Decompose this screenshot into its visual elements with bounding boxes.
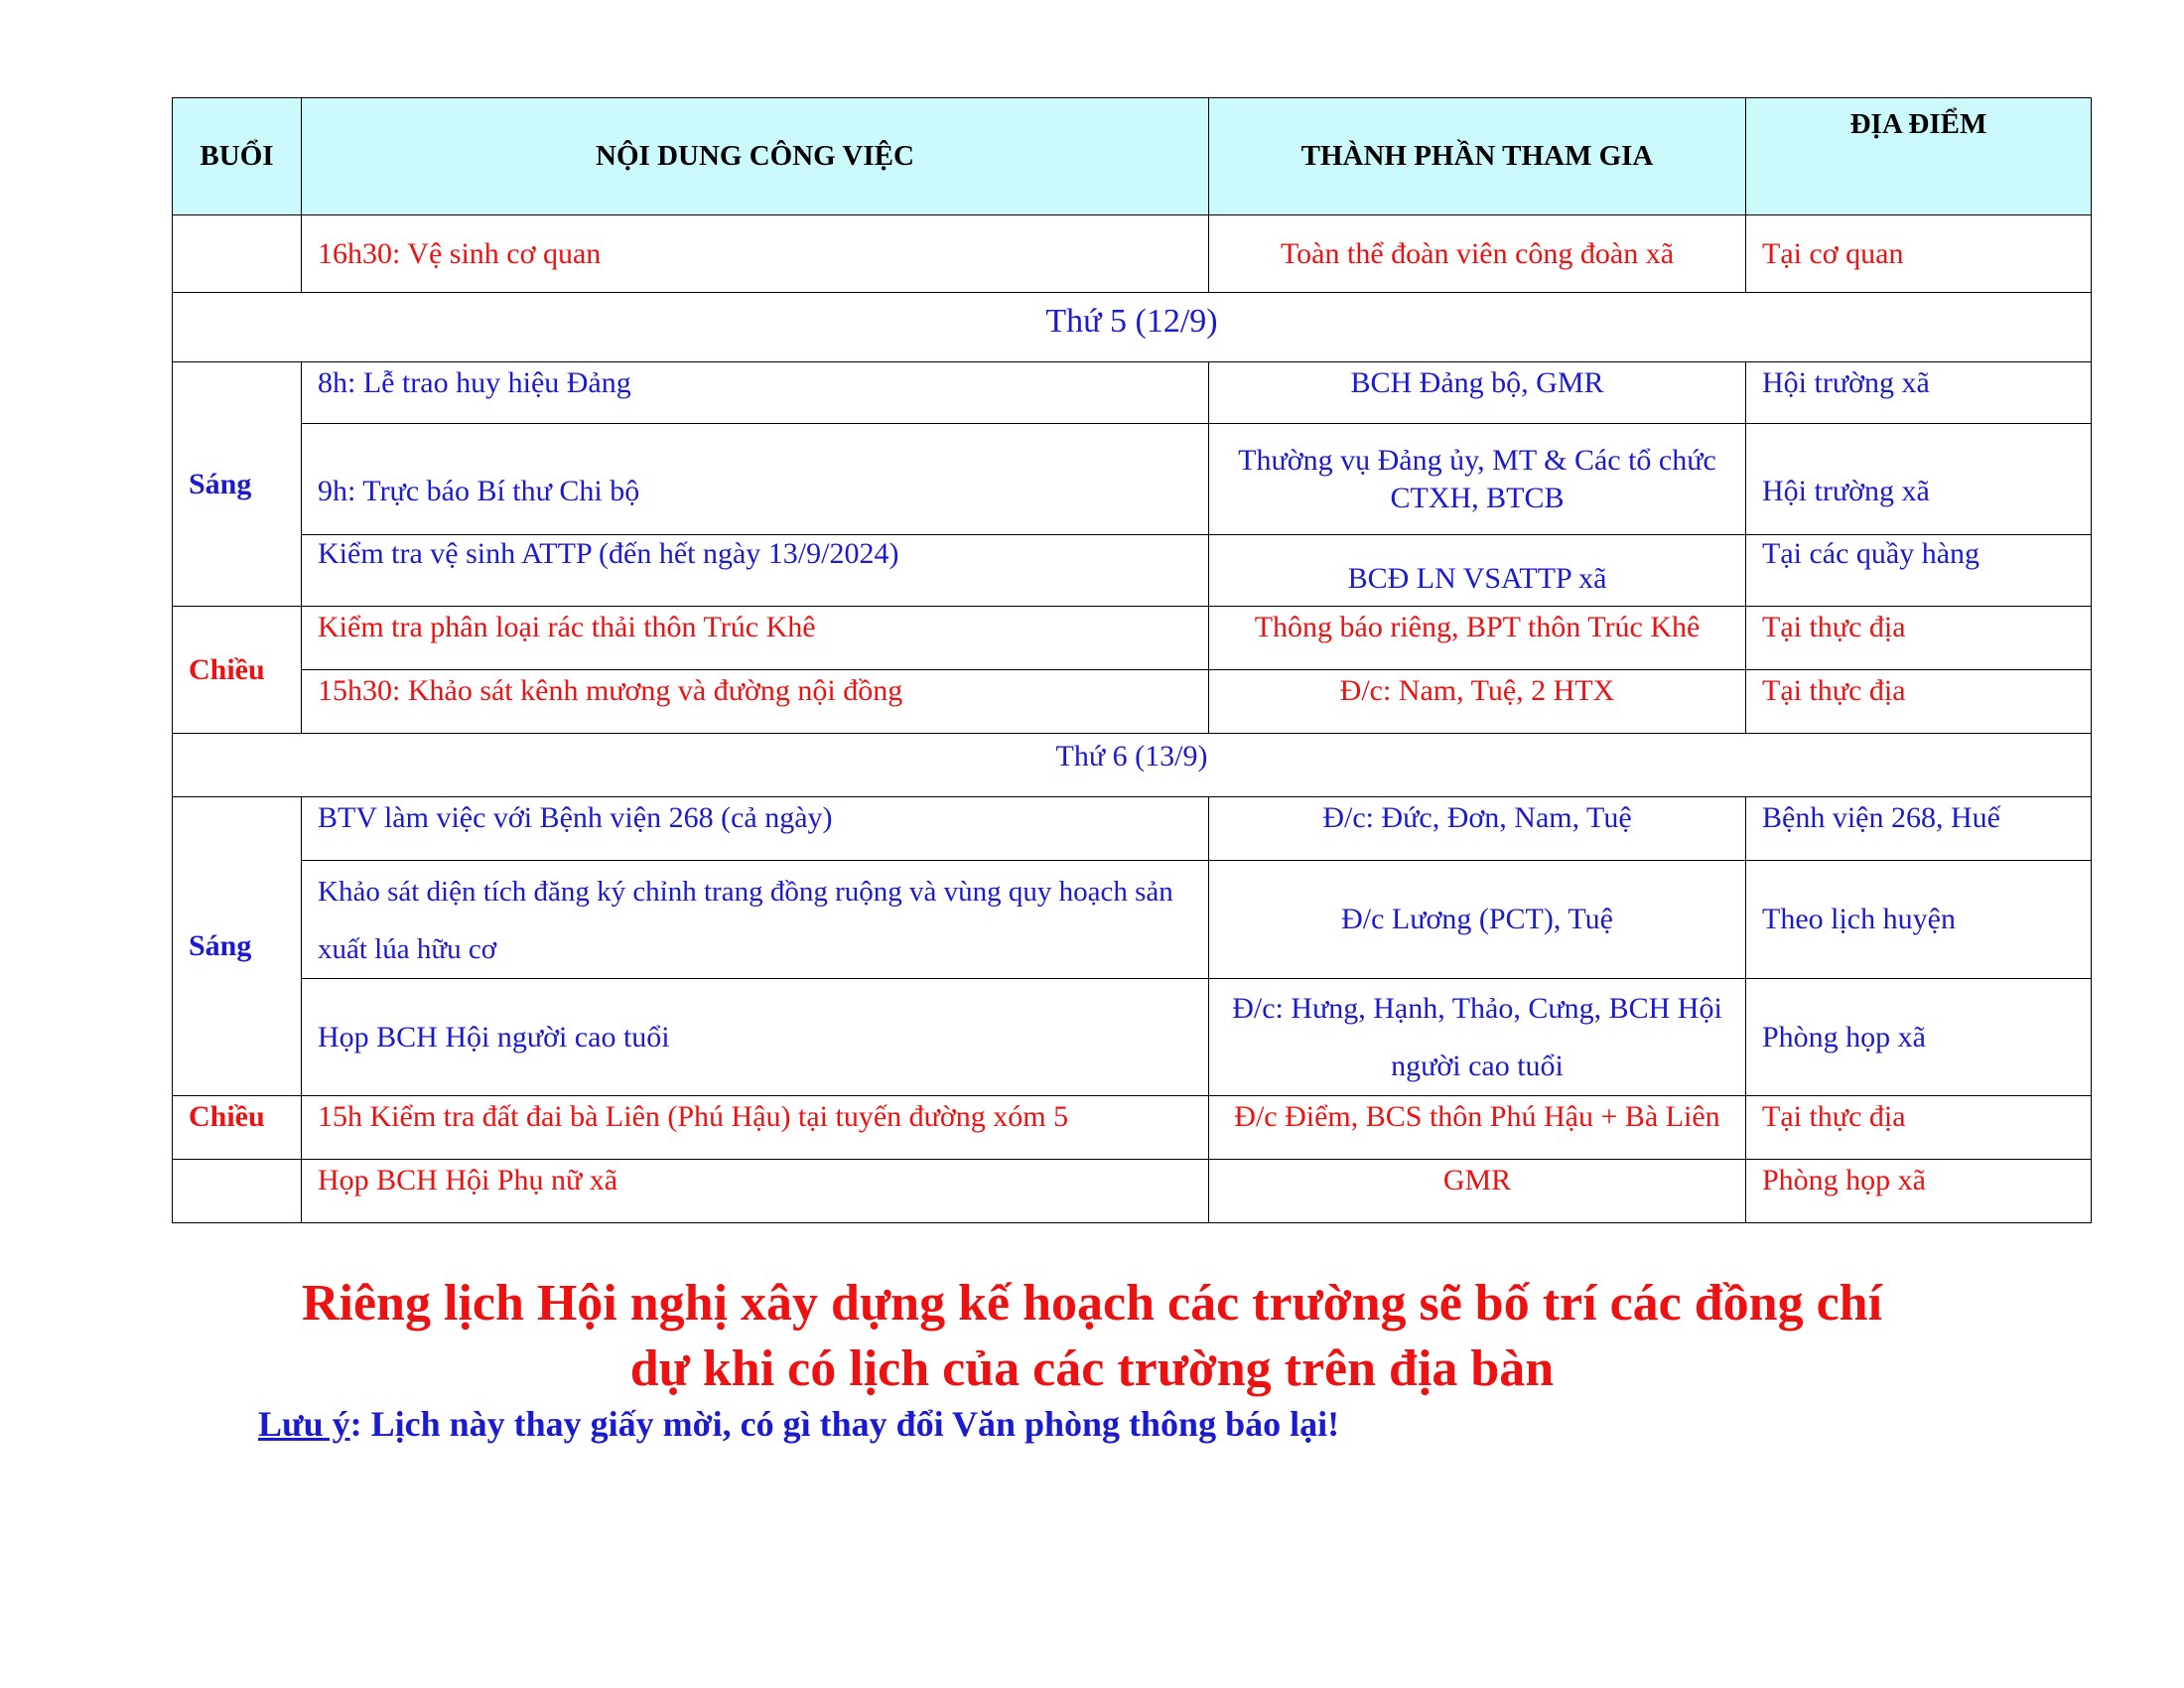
- content-cell: 15h Kiểm tra đất đai bà Liên (Phú Hậu) tại tuyến đường xóm 5: [302, 1096, 1209, 1160]
- content-cell: 9h: Trực báo Bí thư Chi bộ: [302, 424, 1209, 535]
- participants-cell: Thông báo riêng, BPT thôn Trúc Khê: [1209, 607, 1746, 670]
- location-cell: Tại cơ quan: [1746, 215, 2092, 293]
- location-cell: Phòng họp xã: [1746, 979, 2092, 1096]
- session-label-afternoon: Chiều: [173, 607, 302, 734]
- remark-text: : Lịch này thay giấy mời, có gì thay đổi Văn phòng thông báo lại!: [349, 1404, 1340, 1444]
- notice-line-2: dự khi có lịch của các trường trên địa bàn: [629, 1340, 1555, 1397]
- session-label-afternoon: Chiều: [173, 1096, 302, 1160]
- location-cell: Theo lịch huyện: [1746, 861, 2092, 979]
- table-row: [173, 797, 2092, 861]
- header-session: BUỔI: [173, 98, 302, 215]
- participants-cell: Đ/c: Đức, Đơn, Nam, Tuệ: [1209, 797, 1746, 861]
- location-cell: Tại các quầy hàng: [1746, 535, 2092, 607]
- participants-cell: Đ/c Lương (PCT), Tuệ: [1209, 861, 1746, 979]
- table-row: [173, 1096, 2092, 1160]
- table-row: [173, 362, 2092, 424]
- session-label-morning: Sáng: [173, 362, 302, 607]
- notice-line-1: Riêng lịch Hội nghị xây dựng kế hoạch các trường sẽ bố trí các đồng chí: [301, 1275, 1883, 1332]
- participants-cell: Toàn thể đoàn viên công đoàn xã: [1209, 215, 1746, 293]
- participants-cell: Đ/c Điểm, BCS thôn Phú Hậu + Bà Liên: [1209, 1096, 1746, 1160]
- location-cell: Hội trường xã: [1746, 424, 2092, 535]
- content-cell: Khảo sát diện tích đăng ký chỉnh trang đồng ruộng và vùng quy hoạch sản xuất lúa hữu cơ: [302, 861, 1209, 979]
- content-cell: BTV làm việc với Bệnh viện 268 (cả ngày): [302, 797, 1209, 861]
- participants-cell: GMR: [1209, 1160, 1746, 1223]
- schedule-table: [172, 97, 2092, 1223]
- table-row: [173, 1160, 2092, 1223]
- table-row: [173, 215, 2092, 293]
- content-cell: 8h: Lễ trao huy hiệu Đảng: [302, 362, 1209, 424]
- day-row-fri: [173, 734, 2092, 797]
- participants-cell: BCĐ LN VSATTP xã: [1209, 535, 1746, 607]
- content-cell: Kiểm tra phân loại rác thải thôn Trúc Khê: [302, 607, 1209, 670]
- location-cell: Bệnh viện 268, Huế: [1746, 797, 2092, 861]
- location-cell: Tại thực địa: [1746, 1096, 2092, 1160]
- participants-cell: Đ/c: Nam, Tuệ, 2 HTX: [1209, 670, 1746, 734]
- table-row: [173, 607, 2092, 670]
- table-row: [173, 424, 2092, 535]
- table-row: [173, 861, 2092, 979]
- day-row-thu: [173, 293, 2092, 362]
- location-cell: Hội trường xã: [1746, 362, 2092, 424]
- content-cell: Kiểm tra vệ sinh ATTP (đến hết ngày 13/9/2024): [302, 535, 1209, 607]
- remark: [258, 1403, 1339, 1445]
- table-row: [173, 670, 2092, 734]
- participants-cell: Đ/c: Hưng, Hạnh, Thảo, Cưng, BCH Hội người cao tuổi: [1209, 979, 1746, 1096]
- location-cell: Tại thực địa: [1746, 670, 2092, 734]
- header-participants: THÀNH PHẦN THAM GIA: [1209, 98, 1746, 215]
- header-row: [173, 98, 2092, 215]
- session-label-morning: Sáng: [173, 797, 302, 1096]
- content-cell: Họp BCH Hội người cao tuổi: [302, 979, 1209, 1096]
- day-title: Thứ 5 (12/9): [173, 293, 2092, 362]
- participants-cell: Thường vụ Đảng ủy, MT & Các tổ chức CTXH, BTCB: [1209, 424, 1746, 535]
- session-cell-empty: [173, 1160, 302, 1223]
- location-cell: Tại thực địa: [1746, 607, 2092, 670]
- table-row: [173, 979, 2092, 1096]
- session-cell-empty: [173, 215, 302, 293]
- header-content: NỘI DUNG CÔNG VIỆC: [302, 98, 1209, 215]
- table-row: [173, 535, 2092, 607]
- content-cell: 15h30: Khảo sát kênh mương và đường nội đồng: [302, 670, 1209, 734]
- participants-cell: BCH Đảng bộ, GMR: [1209, 362, 1746, 424]
- remark-label: Lưu ý: [258, 1404, 350, 1444]
- content-cell: Họp BCH Hội Phụ nữ xã: [302, 1160, 1209, 1223]
- content-cell: 16h30: Vệ sinh cơ quan: [302, 215, 1209, 293]
- location-cell: Phòng họp xã: [1746, 1160, 2092, 1223]
- header-location: ĐỊA ĐIỂM: [1746, 98, 2092, 215]
- day-title: Thứ 6 (13/9): [173, 734, 2092, 797]
